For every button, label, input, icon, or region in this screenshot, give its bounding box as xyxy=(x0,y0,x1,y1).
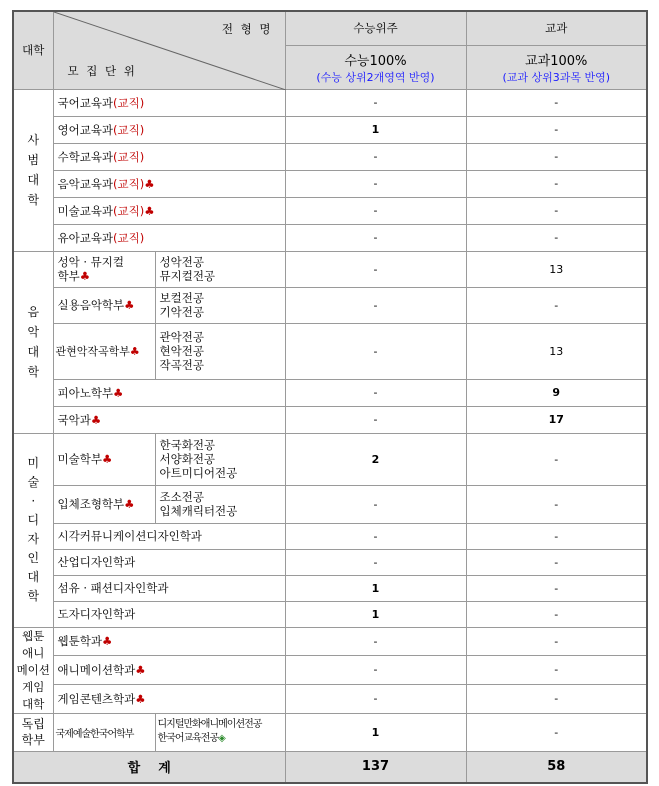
college-char: 대 xyxy=(27,570,40,584)
unit-name: 성악 · 뮤지컬 xyxy=(57,255,125,269)
value-cell: - xyxy=(285,549,466,575)
major-name: 조소전공 xyxy=(159,490,204,504)
value-cell: 17 xyxy=(466,406,647,433)
unit-cell xyxy=(53,549,285,575)
value-cell: - xyxy=(285,684,466,713)
value-cell: - xyxy=(466,684,647,713)
majors-cell xyxy=(155,433,285,485)
major-name: 뮤지컬전공 xyxy=(159,269,216,283)
college-char: 범 xyxy=(27,153,40,167)
unit-cell xyxy=(53,89,285,116)
value-cell: - xyxy=(285,197,466,224)
major-name: 성악전공 xyxy=(159,255,204,269)
table-row xyxy=(13,197,647,224)
college-cell-webtoon xyxy=(13,627,53,713)
unit-name: 영어교육과 xyxy=(57,122,114,137)
teaching-tag: (교직) xyxy=(113,176,145,191)
unit-cell xyxy=(53,197,285,224)
value-cell: - xyxy=(466,143,647,170)
teaching-tag: (교직) xyxy=(113,149,145,164)
col1-sub: 수능100% xyxy=(344,53,407,69)
unit-cell xyxy=(53,379,285,406)
value-cell: - xyxy=(285,224,466,251)
major-name: 보컬전공 xyxy=(159,291,204,305)
table-row xyxy=(13,170,647,197)
value-cell: - xyxy=(285,170,466,197)
value-cell: - xyxy=(285,485,466,523)
table-row xyxy=(13,433,647,485)
college-line: 애니 xyxy=(22,645,45,660)
unit-cell xyxy=(53,251,155,287)
value-cell: - xyxy=(285,406,466,433)
college-char: 사 xyxy=(27,133,40,147)
unit-name: 실용음악학부 xyxy=(57,298,125,312)
value-cell: - xyxy=(466,575,647,601)
value-cell: - xyxy=(466,485,647,523)
admission-table xyxy=(12,10,648,784)
col2-title: 교과 xyxy=(466,11,647,45)
type-unit-header xyxy=(53,11,285,89)
value-cell: - xyxy=(466,656,647,685)
admission-table-container xyxy=(12,10,648,784)
college-char: 자 xyxy=(27,532,40,546)
unit-cell xyxy=(53,485,155,523)
college-line: 독립 xyxy=(21,717,45,731)
unit-cell xyxy=(53,627,285,656)
unit-name: 관현악작곡학부 xyxy=(55,345,130,358)
college-char: 학 xyxy=(27,193,40,207)
value-cell: - xyxy=(466,523,647,549)
major-name: 현악전공 xyxy=(159,344,204,358)
value-cell: 1 xyxy=(285,575,466,601)
college-char: 학 xyxy=(27,365,40,379)
club-icon: ♣ xyxy=(144,203,155,218)
unit-cell xyxy=(53,287,155,323)
value-cell: 13 xyxy=(466,323,647,379)
college-char: 술 xyxy=(27,475,40,489)
college-char: 악 xyxy=(27,325,40,339)
club-icon: ♣ xyxy=(135,691,146,706)
unit-cell xyxy=(53,406,285,433)
table-row xyxy=(13,523,647,549)
club-icon: ♣ xyxy=(135,662,146,677)
table-row xyxy=(13,684,647,713)
table-row xyxy=(13,549,647,575)
college-char: · xyxy=(31,494,36,508)
unit-name: 산업디자인학과 xyxy=(57,555,136,569)
unit-label: 모 집 단 위 xyxy=(67,64,137,78)
value-cell: 1 xyxy=(285,601,466,627)
unit-name: 학부 xyxy=(57,269,80,283)
value-cell: - xyxy=(466,116,647,143)
value-cell: - xyxy=(285,89,466,116)
total-label: 합 계 xyxy=(13,751,285,783)
table-row xyxy=(13,575,647,601)
unit-name: 국제예술한국어학부 xyxy=(55,728,134,740)
total-value-1: 137 xyxy=(285,751,466,783)
college-cell-art-design xyxy=(13,433,53,627)
unit-cell xyxy=(53,170,285,197)
club-icon: ♣ xyxy=(124,298,135,312)
value-cell: - xyxy=(285,379,466,406)
table-row xyxy=(13,713,647,751)
college-char: 디 xyxy=(27,513,40,527)
college-char: 음 xyxy=(27,305,40,319)
unit-name: 국어교육과 xyxy=(57,95,114,110)
unit-name: 시각커뮤니케이션디자인학과 xyxy=(57,529,202,543)
college-line: 게임 xyxy=(22,679,45,694)
table-row xyxy=(13,116,647,143)
value-cell: - xyxy=(285,287,466,323)
college-char: 대 xyxy=(27,173,40,187)
diamond-icon: ◈ xyxy=(218,733,225,744)
major-name: 한국어교육전공 xyxy=(157,733,219,744)
value-cell: 2 xyxy=(285,433,466,485)
unit-cell xyxy=(53,433,155,485)
value-cell: 1 xyxy=(285,116,466,143)
unit-name: 웹툰학과 xyxy=(57,634,102,649)
teaching-tag: (교직) xyxy=(113,230,145,245)
club-icon: ♣ xyxy=(129,345,140,358)
majors-cell xyxy=(155,287,285,323)
unit-name: 게임콘텐츠학과 xyxy=(57,691,136,706)
unit-name: 피아노학부 xyxy=(57,385,114,400)
majors-cell xyxy=(155,251,285,287)
value-cell: - xyxy=(466,433,647,485)
value-cell: 1 xyxy=(285,713,466,751)
college-header xyxy=(13,11,53,89)
unit-name: 유아교육과 xyxy=(57,230,114,245)
unit-name: 섬유 · 패션디자인학과 xyxy=(57,581,169,595)
table-row xyxy=(13,627,647,656)
value-cell: - xyxy=(466,89,647,116)
unit-name: 음악교육과 xyxy=(57,176,114,191)
college-cell-music xyxy=(13,251,53,433)
college-char: 인 xyxy=(27,551,40,565)
unit-name: 도자디자인학과 xyxy=(57,607,136,621)
unit-cell xyxy=(53,656,285,685)
college-line: 웹툰 xyxy=(22,628,45,643)
teaching-tag: (교직) xyxy=(113,95,145,110)
table-row xyxy=(13,379,647,406)
table-row xyxy=(13,656,647,685)
unit-cell xyxy=(53,601,285,627)
major-name: 입체캐릭터전공 xyxy=(159,504,238,518)
value-cell: - xyxy=(285,523,466,549)
unit-cell xyxy=(53,684,285,713)
club-icon: ♣ xyxy=(101,452,113,466)
college-line: 메이션 xyxy=(16,662,50,677)
col2-note: (교과 상위3과목 반영) xyxy=(502,70,611,84)
unit-cell xyxy=(53,116,285,143)
unit-cell xyxy=(53,143,285,170)
club-icon: ♣ xyxy=(90,412,102,427)
college-line: 대학 xyxy=(22,696,45,711)
unit-cell xyxy=(53,523,285,549)
college-char: 미 xyxy=(27,456,40,470)
table-row xyxy=(13,601,647,627)
table-row xyxy=(13,406,647,433)
col1-title: 수능위주 xyxy=(285,11,466,45)
table-row xyxy=(13,251,647,287)
value-cell: - xyxy=(466,627,647,656)
unit-name: 애니메이션학과 xyxy=(57,662,136,677)
value-cell: - xyxy=(285,251,466,287)
unit-cell xyxy=(53,224,285,251)
college-char: 학 xyxy=(27,589,40,603)
type-label: 전 형 명 xyxy=(221,22,273,36)
value-cell: - xyxy=(466,713,647,751)
col2-method xyxy=(466,45,647,89)
college-header-text: 대학 xyxy=(22,43,45,58)
value-cell: - xyxy=(466,197,647,224)
major-name: 기악전공 xyxy=(159,305,204,319)
unit-name: 수학교육과 xyxy=(57,149,114,164)
major-name: 작곡전공 xyxy=(159,358,204,372)
major-name: 관악전공 xyxy=(159,330,204,344)
majors-cell xyxy=(155,485,285,523)
majors-cell xyxy=(155,713,285,751)
value-cell: - xyxy=(466,601,647,627)
unit-cell xyxy=(53,713,155,751)
major-name: 디지털만화애니메이션전공 xyxy=(157,719,262,730)
college-cell-independent xyxy=(13,713,53,751)
value-cell: - xyxy=(466,170,647,197)
value-cell: - xyxy=(466,549,647,575)
table-row xyxy=(13,89,647,116)
club-icon: ♣ xyxy=(144,176,155,191)
table-row xyxy=(13,224,647,251)
total-row xyxy=(13,751,647,783)
table-row xyxy=(13,287,647,323)
value-cell: - xyxy=(285,656,466,685)
value-cell: - xyxy=(466,224,647,251)
unit-name: 미술교육과 xyxy=(57,203,114,218)
teaching-tag: (교직) xyxy=(113,203,145,218)
club-icon: ♣ xyxy=(79,269,91,283)
value-cell: - xyxy=(285,627,466,656)
major-name: 한국화전공 xyxy=(159,438,216,452)
unit-name: 국악과 xyxy=(57,412,91,427)
unit-cell xyxy=(53,575,285,601)
col2-sub: 교과100% xyxy=(525,53,588,69)
col1-note: (수능 상위2개영역 반영) xyxy=(316,70,435,84)
unit-name: 미술학부 xyxy=(57,452,102,466)
college-cell-education xyxy=(13,89,53,251)
major-name: 서양화전공 xyxy=(159,452,216,466)
college-line: 학부 xyxy=(21,733,45,747)
college-char: 대 xyxy=(27,345,40,359)
unit-cell xyxy=(53,323,155,379)
club-icon: ♣ xyxy=(101,634,113,649)
teaching-tag: (교직) xyxy=(113,122,145,137)
table-row xyxy=(13,143,647,170)
value-cell: - xyxy=(285,143,466,170)
unit-name: 입체조형학부 xyxy=(57,497,125,511)
table-row xyxy=(13,323,647,379)
col1-method xyxy=(285,45,466,89)
value-cell: 9 xyxy=(466,379,647,406)
majors-cell xyxy=(155,323,285,379)
value-cell: - xyxy=(285,323,466,379)
major-name: 아트미디어전공 xyxy=(159,466,238,480)
total-value-2: 58 xyxy=(466,751,647,783)
club-icon: ♣ xyxy=(113,385,124,400)
table-row xyxy=(13,485,647,523)
value-cell: 13 xyxy=(466,251,647,287)
value-cell: - xyxy=(466,287,647,323)
club-icon: ♣ xyxy=(124,497,135,511)
